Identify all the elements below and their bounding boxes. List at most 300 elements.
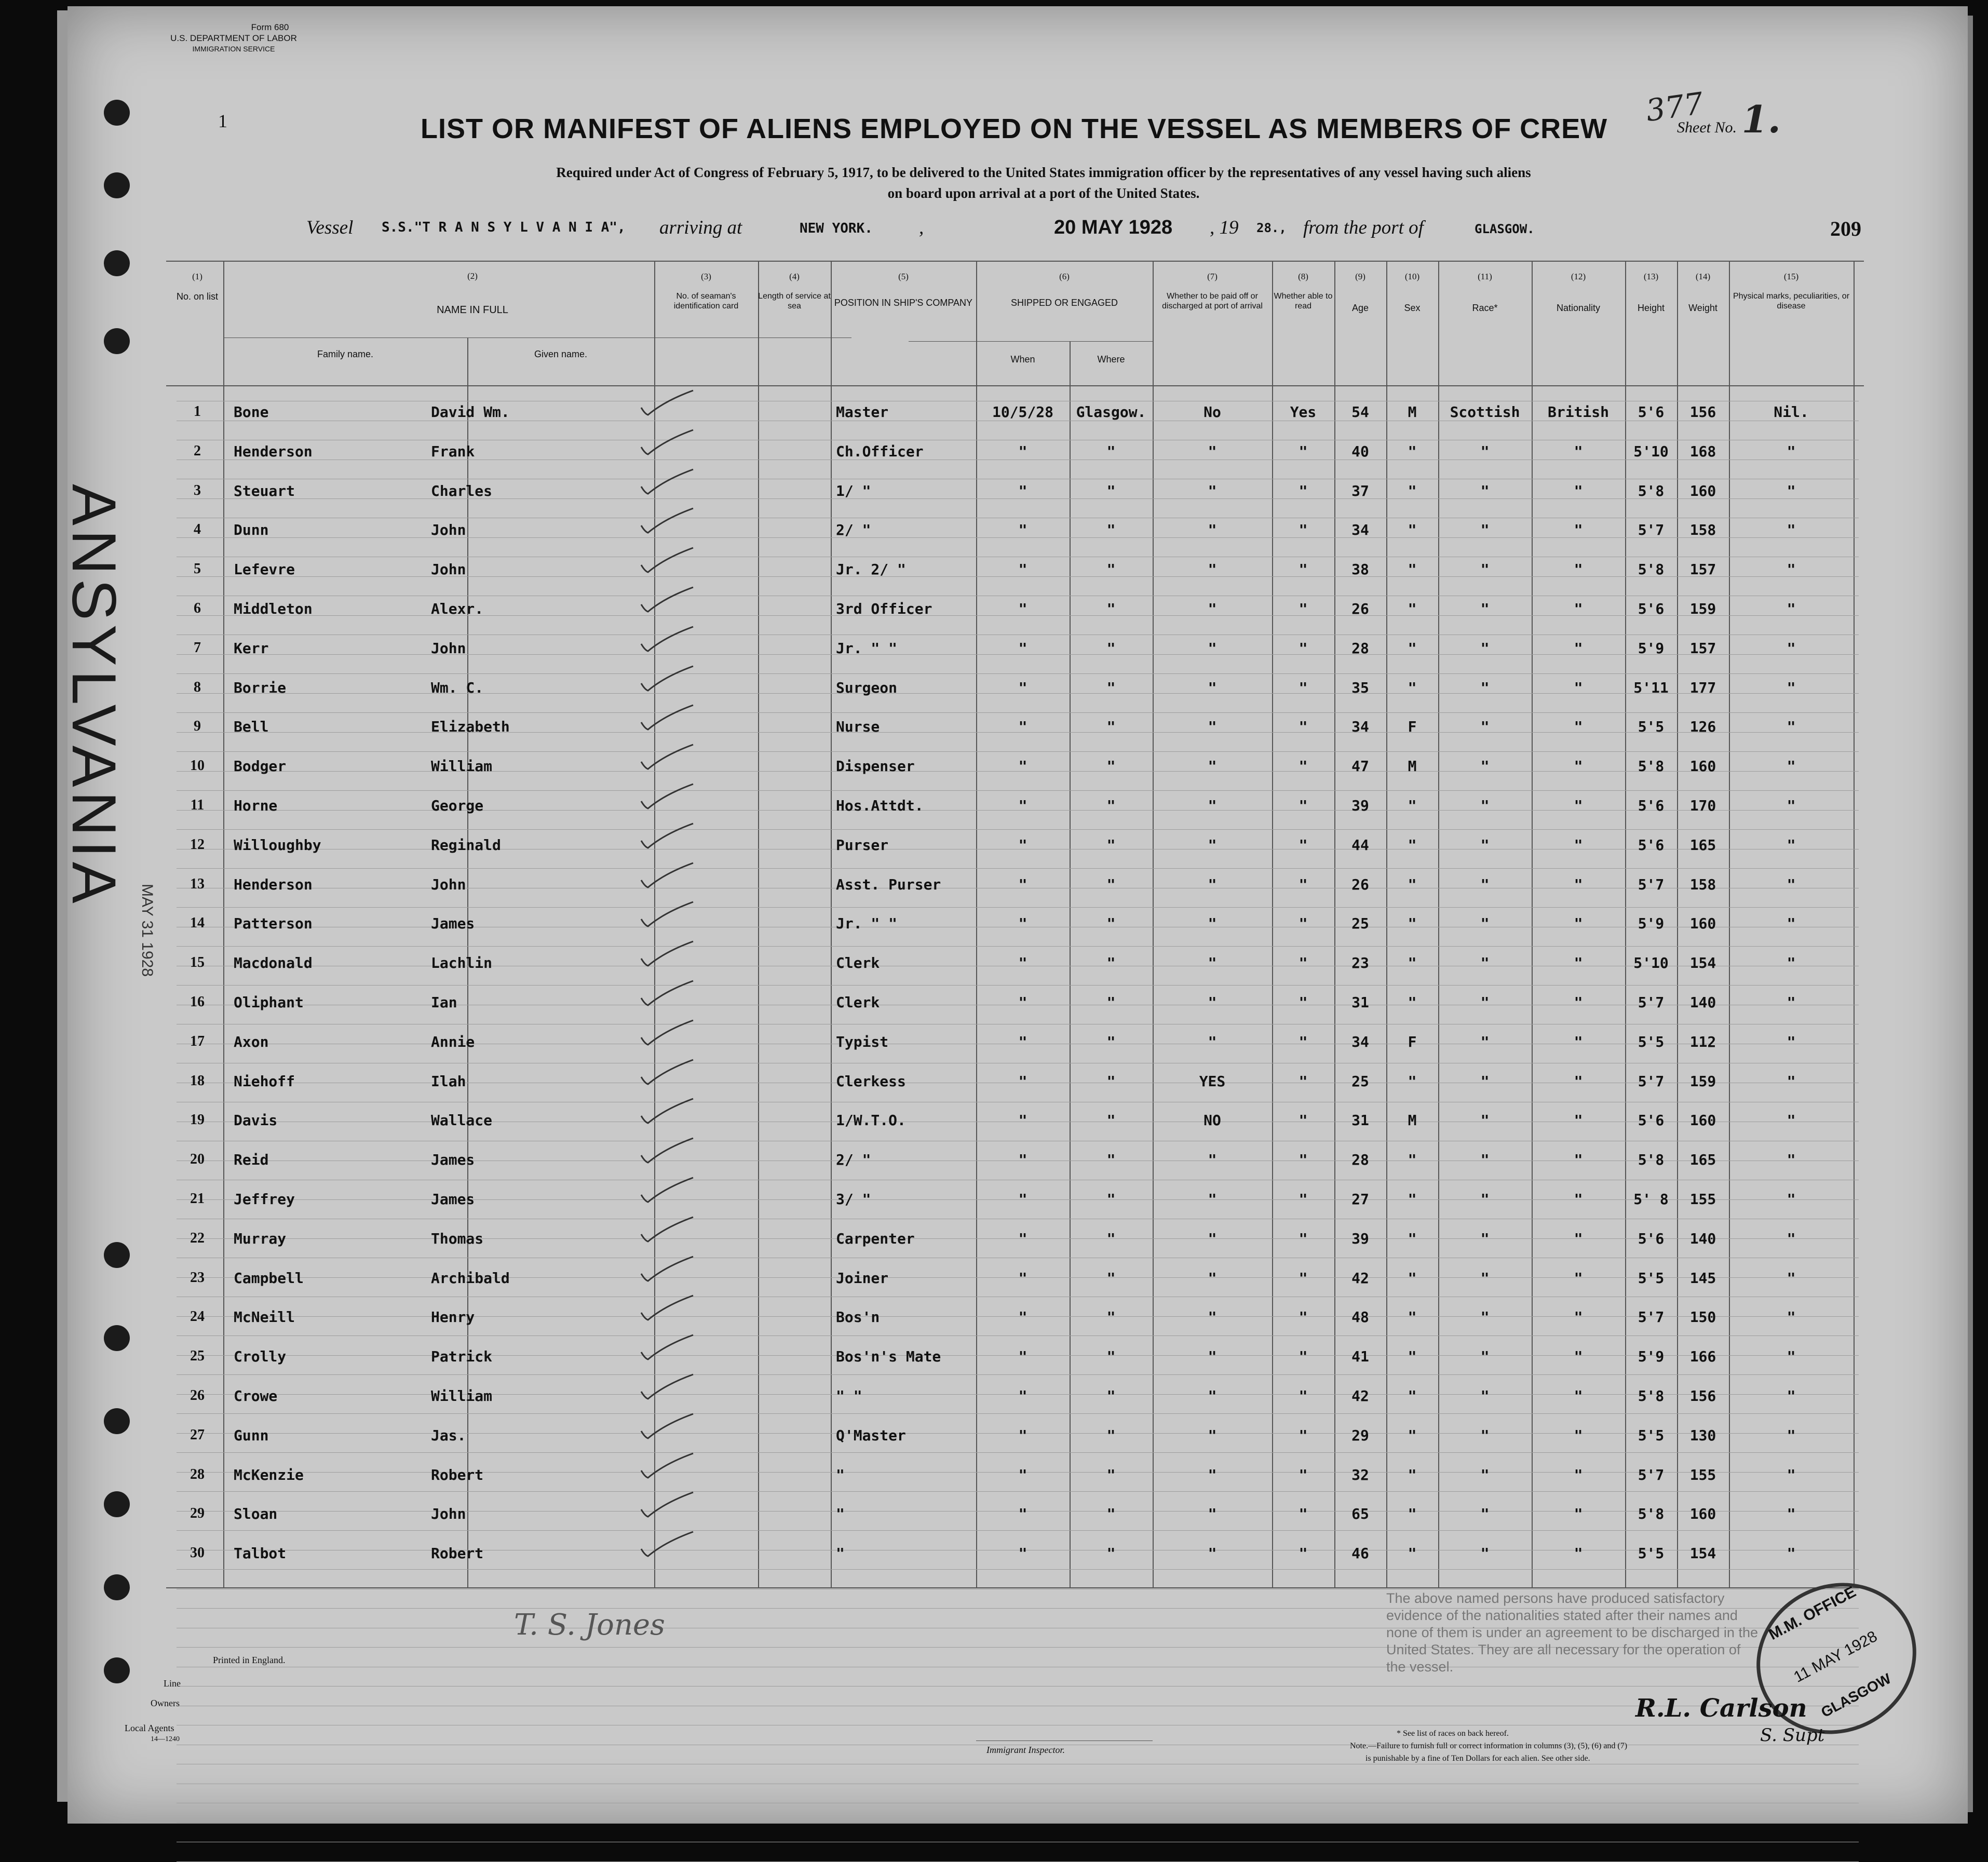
able-to-read-cell: ": [1299, 639, 1308, 657]
age-cell: 40: [1351, 442, 1369, 460]
sex-cell: M: [1408, 758, 1417, 775]
age-cell: 42: [1351, 1387, 1369, 1405]
position-cell: Joiner: [836, 1269, 889, 1287]
physical-marks-cell: ": [1787, 1191, 1796, 1208]
given-name-cell: William: [431, 1387, 493, 1405]
age-cell: 42: [1351, 1269, 1369, 1287]
family-name-cell: Middleton: [234, 600, 313, 617]
paid-off-cell: ": [1208, 600, 1217, 617]
family-name-cell: Talbot: [234, 1545, 287, 1562]
race-cell: ": [1480, 758, 1490, 775]
paid-off-cell: ": [1208, 1466, 1217, 1483]
vessel-name: S.S."T R A N S Y L V A N I A",: [382, 220, 626, 235]
col-header-sex: [1386, 271, 1438, 314]
given-name-cell: Elizabeth: [431, 718, 510, 736]
where-cell: ": [1106, 1387, 1116, 1405]
family-name-cell: Crowe: [234, 1387, 278, 1405]
list-number-cell: 13: [190, 875, 205, 892]
able-to-read-cell: ": [1299, 1387, 1308, 1405]
col-number: (14): [1695, 272, 1711, 281]
height-cell: 5'7: [1638, 1072, 1665, 1090]
col-header-position: [831, 271, 976, 308]
sex-cell: ": [1408, 442, 1417, 460]
race-cell: ": [1480, 1545, 1490, 1562]
sex-cell: ": [1408, 600, 1417, 617]
sex-cell: ": [1408, 1230, 1417, 1247]
height-cell: 5'11: [1633, 679, 1669, 696]
able-to-read-cell: ": [1299, 1426, 1308, 1444]
family-name-cell: Niehoff: [234, 1072, 295, 1090]
paid-off-cell: ": [1208, 639, 1217, 657]
list-number-cell: 25: [190, 1348, 205, 1365]
paid-off-cell: ": [1208, 758, 1217, 775]
family-name-cell: Bone: [234, 403, 269, 421]
when-cell: ": [1018, 521, 1027, 539]
weight-cell: 168: [1689, 442, 1716, 460]
age-cell: 34: [1351, 718, 1369, 736]
where-cell: ": [1106, 679, 1116, 696]
signature-title: S. Supt: [1760, 1725, 1825, 1746]
height-cell: 5'5: [1638, 1545, 1665, 1562]
paid-off-cell: NO: [1203, 1112, 1221, 1129]
col-number: (5): [898, 272, 909, 281]
physical-marks-cell: ": [1787, 1348, 1796, 1366]
check-mark-icon: [639, 1136, 696, 1167]
col-number: (1): [192, 272, 202, 281]
weight-cell: 112: [1689, 1033, 1716, 1050]
paid-off-cell: ": [1208, 1426, 1217, 1444]
given-name-cell: Jas.: [431, 1426, 466, 1444]
physical-marks-cell: ": [1787, 1466, 1796, 1483]
able-to-read-cell: ": [1299, 1191, 1308, 1208]
able-to-read-cell: ": [1299, 1112, 1308, 1129]
family-name-cell: Lefevre: [234, 561, 295, 578]
given-name-cell: Henry: [431, 1308, 475, 1326]
agent-signature: R.L. Carlson: [1635, 1694, 1807, 1723]
nationality-cell: ": [1574, 561, 1583, 578]
paid-off-cell: ": [1208, 718, 1217, 736]
race-cell: ": [1480, 442, 1490, 460]
list-number-cell: 22: [190, 1230, 205, 1246]
sheet-value: 1.: [1741, 97, 1781, 141]
position-cell: Nurse: [836, 718, 880, 736]
race-cell: ": [1480, 1033, 1490, 1050]
row-rule: [177, 751, 1859, 752]
nationality-cell: ": [1574, 1505, 1583, 1523]
position-cell: Jr. 2/ ": [836, 561, 906, 578]
weight-cell: 160: [1689, 482, 1716, 500]
sex-cell: ": [1408, 1426, 1417, 1444]
sex-cell: ": [1408, 1387, 1417, 1405]
paid-off-cell: ": [1208, 521, 1217, 539]
sex-cell: F: [1408, 1033, 1417, 1050]
family-name-cell: Willoughby: [234, 836, 321, 854]
nationality-cell: ": [1574, 1112, 1583, 1129]
where-cell: ": [1106, 1466, 1116, 1483]
footer-note-2: is punishable by a fine of Ten Dollars for each alien. See other side.: [1365, 1754, 1590, 1763]
when-cell: ": [1018, 875, 1027, 893]
height-cell: 5'5: [1638, 718, 1665, 736]
row-rule: [177, 1413, 1859, 1414]
position-cell: Asst. Purser: [836, 875, 941, 893]
sex-cell: ": [1408, 1308, 1417, 1326]
paid-off-cell: ": [1208, 1545, 1217, 1562]
able-to-read-cell: ": [1299, 600, 1308, 617]
check-mark-icon: [639, 1332, 696, 1364]
height-cell: 5'8: [1638, 1151, 1665, 1169]
where-cell: ": [1106, 1112, 1116, 1129]
col-label: Weight: [1688, 303, 1717, 313]
family-name-cell: Reid: [234, 1151, 269, 1169]
age-cell: 39: [1351, 797, 1369, 814]
list-number-cell: 14: [190, 915, 205, 932]
col-label: Sex: [1404, 303, 1421, 313]
able-to-read-cell: ": [1299, 1033, 1308, 1050]
col-label: No. on list: [176, 291, 219, 302]
sex-cell: ": [1408, 994, 1417, 1011]
paid-off-cell: ": [1208, 1230, 1217, 1247]
check-mark-icon: [639, 467, 696, 498]
row-rule: [177, 829, 1859, 830]
given-name-cell: John: [431, 875, 466, 893]
race-cell: ": [1480, 1072, 1490, 1090]
physical-marks-cell: ": [1787, 954, 1796, 972]
weight-cell: 165: [1689, 836, 1716, 854]
position-cell: Bos'n: [836, 1308, 880, 1326]
when-cell: ": [1018, 954, 1027, 972]
when-cell: ": [1018, 1426, 1027, 1444]
race-cell: ": [1480, 561, 1490, 578]
position-cell: Jr. " ": [836, 639, 898, 657]
age-cell: 35: [1351, 679, 1369, 696]
printed-in: Printed in England.: [213, 1655, 286, 1665]
list-number-cell: 9: [194, 718, 201, 735]
check-mark-icon: [639, 860, 696, 892]
list-number-cell: 7: [194, 639, 201, 656]
where-cell: ": [1106, 600, 1116, 617]
nationality-cell: ": [1574, 1387, 1583, 1405]
height-cell: 5'8: [1638, 758, 1665, 775]
age-cell: 31: [1351, 1112, 1369, 1129]
row-rule: [177, 946, 1859, 947]
check-mark-icon: [639, 1175, 696, 1206]
footer-form-code: 14—1240: [151, 1735, 180, 1743]
sex-cell: ": [1408, 482, 1417, 500]
able-to-read-cell: ": [1299, 1348, 1308, 1366]
list-number-cell: 6: [194, 600, 201, 616]
sex-cell: ": [1408, 1466, 1417, 1483]
paid-off-cell: ": [1208, 482, 1217, 500]
age-cell: 34: [1351, 1033, 1369, 1050]
col-number: (15): [1783, 272, 1799, 281]
col-header-marks: [1729, 271, 1854, 311]
row-rule: [177, 790, 1859, 791]
stamp-bottom: GLASGOW: [1818, 1670, 1894, 1721]
col-number: (11): [1478, 272, 1492, 281]
given-name-cell: John: [431, 561, 466, 578]
family-name-cell: Henderson: [234, 875, 313, 893]
check-mark-icon: [639, 1096, 696, 1127]
given-name-cell: David Wm.: [431, 403, 510, 421]
when-cell: ": [1018, 1033, 1027, 1050]
inspector-label: Immigrant Inspector.: [986, 1745, 1065, 1755]
col-label: Physical marks, peculiarities, or disease: [1733, 292, 1850, 311]
able-to-read-cell: ": [1299, 1151, 1308, 1169]
physical-marks-cell: ": [1787, 1426, 1796, 1444]
able-to-read-cell: ": [1299, 1466, 1308, 1483]
race-cell: ": [1480, 1348, 1490, 1366]
height-cell: 5'6: [1638, 797, 1665, 814]
subtitle-line-1: Required under Act of Congress of February 5, 1917, to be delivered to the United States immigration officer by the representatives of any vessel having such aliens: [556, 165, 1531, 180]
given-name-cell: Reginald: [431, 836, 501, 854]
check-mark-icon: [639, 585, 696, 616]
paid-off-cell: ": [1208, 1348, 1217, 1366]
weight-cell: 159: [1689, 1072, 1716, 1090]
where-cell: ": [1106, 521, 1116, 539]
col-header-given: Given name.: [534, 349, 588, 359]
list-number-cell: 23: [190, 1269, 205, 1286]
physical-marks-cell: ": [1787, 482, 1796, 500]
where-cell: ": [1106, 836, 1116, 854]
where-cell: ": [1106, 758, 1116, 775]
check-mark-icon: [639, 388, 696, 419]
races-note: * See list of races on back hereof.: [1397, 1729, 1509, 1738]
weight-cell: 160: [1689, 915, 1716, 933]
position-cell: Hos.Attdt.: [836, 797, 924, 814]
height-cell: 5'10: [1633, 954, 1669, 972]
family-name-cell: Oliphant: [234, 994, 304, 1011]
sheet-number: [1677, 97, 1781, 141]
page-subtitle: [265, 162, 1822, 204]
list-number-cell: 29: [190, 1505, 205, 1522]
check-mark-icon: [639, 899, 696, 930]
when-cell: ": [1018, 561, 1027, 578]
age-cell: 39: [1351, 1230, 1369, 1247]
age-cell: 28: [1351, 639, 1369, 657]
given-name-cell: James: [431, 1191, 475, 1208]
footer-note-1: Note.—Failure to furnish full or correct information in columns (3), (5), (6) and (7): [1350, 1742, 1628, 1750]
given-name-cell: Wallace: [431, 1112, 493, 1129]
list-number-cell: 2: [194, 442, 201, 459]
col-label: Length of service at sea: [758, 292, 831, 311]
from-port-label: from the port of: [1303, 217, 1424, 238]
given-name-cell: John: [431, 639, 466, 657]
footer-agents-label: Local Agents: [125, 1723, 174, 1733]
punch-hole: [104, 1491, 130, 1517]
physical-marks-cell: ": [1787, 994, 1796, 1011]
family-name-cell: Steuart: [234, 482, 295, 500]
weight-cell: 157: [1689, 561, 1716, 578]
nationality-cell: ": [1574, 1348, 1583, 1366]
given-name-cell: Robert: [431, 1545, 484, 1562]
race-cell: ": [1480, 875, 1490, 893]
height-cell: 5'8: [1638, 1505, 1665, 1523]
where-cell: ": [1106, 1072, 1116, 1090]
when-cell: ": [1018, 639, 1027, 657]
weight-cell: 154: [1689, 954, 1716, 972]
able-to-read-cell: ": [1299, 836, 1308, 854]
weight-cell: 160: [1689, 1505, 1716, 1523]
height-cell: 5'9: [1638, 639, 1665, 657]
punch-hole: [104, 1408, 130, 1434]
year-value: 28.,: [1256, 221, 1287, 235]
position-cell: 2/ ": [836, 1151, 871, 1169]
height-cell: 5'7: [1638, 994, 1665, 1011]
position-cell: Typist: [836, 1033, 889, 1050]
when-cell: ": [1018, 718, 1027, 736]
age-cell: 34: [1351, 521, 1369, 539]
when-cell: ": [1018, 915, 1027, 933]
weight-cell: 140: [1689, 1230, 1716, 1247]
nationality-cell: ": [1574, 836, 1583, 854]
physical-marks-cell: ": [1787, 797, 1796, 814]
check-mark-icon: [639, 1254, 696, 1285]
physical-marks-cell: ": [1787, 1387, 1796, 1405]
col-number: (13): [1643, 272, 1659, 281]
physical-marks-cell: Nil.: [1774, 403, 1809, 421]
height-cell: 5'8: [1638, 482, 1665, 500]
race-cell: ": [1480, 1387, 1490, 1405]
height-cell: 5'7: [1638, 1466, 1665, 1483]
physical-marks-cell: ": [1787, 1151, 1796, 1169]
where-cell: ": [1106, 797, 1116, 814]
paid-off-cell: ": [1208, 1191, 1217, 1208]
col-header-no: [171, 271, 223, 302]
departure-port: GLASGOW.: [1475, 222, 1535, 236]
position-cell: Bos'n's Mate: [836, 1348, 941, 1366]
check-mark-icon: [639, 624, 696, 655]
check-mark-icon: [639, 821, 696, 852]
paid-off-cell: No: [1203, 403, 1221, 421]
col-header-age: [1334, 271, 1386, 314]
col-header-shipped: [976, 271, 1153, 308]
list-number-cell: 4: [194, 521, 201, 538]
family-name-cell: Horne: [234, 797, 278, 814]
age-cell: 32: [1351, 1466, 1369, 1483]
sex-cell: ": [1408, 797, 1417, 814]
check-mark-icon: [639, 545, 696, 576]
given-name-cell: Charles: [431, 482, 493, 500]
physical-marks-cell: ": [1787, 915, 1796, 933]
when-cell: ": [1018, 482, 1027, 500]
col-label: Age: [1351, 303, 1369, 313]
nationality-cell: ": [1574, 1230, 1583, 1247]
given-name-cell: Thomas: [431, 1230, 484, 1247]
check-mark-icon: [639, 978, 696, 1009]
sex-cell: F: [1408, 718, 1417, 736]
position-cell: Jr. " ": [836, 915, 898, 933]
col-header-name: NAME IN FULL: [437, 304, 508, 316]
nationality-cell: ": [1574, 1269, 1583, 1287]
family-name-cell: Crolly: [234, 1348, 287, 1366]
nationality-cell: ": [1574, 521, 1583, 539]
paid-off-cell: ": [1208, 1505, 1217, 1523]
nationality-cell: ": [1574, 875, 1583, 893]
able-to-read-cell: ": [1299, 442, 1308, 460]
paid-off-cell: ": [1208, 915, 1217, 933]
family-name-cell: Patterson: [234, 915, 313, 933]
col-header-idcard: [654, 271, 758, 311]
where-cell: ": [1106, 994, 1116, 1011]
shipped-subheader-line: [909, 341, 1153, 342]
paid-off-cell: ": [1208, 679, 1217, 696]
given-name-cell: John: [431, 1505, 466, 1523]
col-header-race: [1438, 271, 1532, 314]
col-label: Whether to be paid off or discharged at port of arrival: [1162, 292, 1263, 311]
handwritten-number: 377: [1643, 85, 1706, 129]
where-cell: ": [1106, 875, 1116, 893]
age-cell: 25: [1351, 915, 1369, 933]
row-rule: [177, 1374, 1859, 1375]
check-mark-icon: [639, 427, 696, 458]
family-name-cell: Murray: [234, 1230, 287, 1247]
family-name-cell: Axon: [234, 1033, 269, 1050]
position-cell: Surgeon: [836, 679, 898, 696]
position-cell: " ": [836, 1387, 862, 1405]
punch-hole: [104, 250, 130, 276]
sex-cell: ": [1408, 521, 1417, 539]
sex-cell: M: [1408, 403, 1417, 421]
position-cell: Dispenser: [836, 758, 915, 775]
list-number-cell: 17: [190, 1033, 205, 1049]
col-header-paid: [1153, 271, 1272, 311]
where-cell: ": [1106, 639, 1116, 657]
where-cell: ": [1106, 561, 1116, 578]
col-header-read: [1272, 271, 1334, 311]
where-cell: ": [1106, 718, 1116, 736]
list-number-cell: 16: [190, 994, 205, 1010]
age-cell: 48: [1351, 1308, 1369, 1326]
nationality-cell: ": [1574, 994, 1583, 1011]
physical-marks-cell: ": [1787, 561, 1796, 578]
col-header-family: Family name.: [317, 349, 374, 359]
family-name-cell: Davis: [234, 1112, 278, 1129]
col-header-height: [1625, 271, 1677, 314]
col-number: (8): [1298, 272, 1308, 281]
position-cell: ": [836, 1466, 845, 1483]
height-cell: 5'6: [1638, 1230, 1665, 1247]
position-cell: Clerk: [836, 994, 880, 1011]
form-header: [140, 22, 327, 55]
sex-cell: ": [1408, 1191, 1417, 1208]
weight-cell: 177: [1689, 679, 1716, 696]
nationality-cell: ": [1574, 1466, 1583, 1483]
where-cell: ": [1106, 1191, 1116, 1208]
race-cell: ": [1480, 718, 1490, 736]
family-name-cell: McKenzie: [234, 1466, 304, 1483]
list-number-cell: 15: [190, 954, 205, 971]
list-number-cell: 12: [190, 836, 205, 853]
check-mark-icon: [639, 1293, 696, 1324]
weight-cell: 155: [1689, 1191, 1716, 1208]
weight-cell: 130: [1689, 1426, 1716, 1444]
paid-off-cell: ": [1208, 1269, 1217, 1287]
able-to-read-cell: ": [1299, 482, 1308, 500]
race-cell: ": [1480, 1269, 1490, 1287]
when-cell: ": [1018, 1151, 1027, 1169]
age-cell: 28: [1351, 1151, 1369, 1169]
page-number: 209: [1830, 217, 1861, 240]
sex-cell: ": [1408, 915, 1417, 933]
physical-marks-cell: ": [1787, 875, 1796, 893]
where-cell: ": [1106, 1033, 1116, 1050]
able-to-read-cell: ": [1299, 1545, 1308, 1562]
paid-off-cell: ": [1208, 1308, 1217, 1326]
nationality-cell: ": [1574, 1308, 1583, 1326]
weight-cell: 160: [1689, 758, 1716, 775]
race-cell: ": [1480, 639, 1490, 657]
punch-hole: [104, 1574, 130, 1600]
